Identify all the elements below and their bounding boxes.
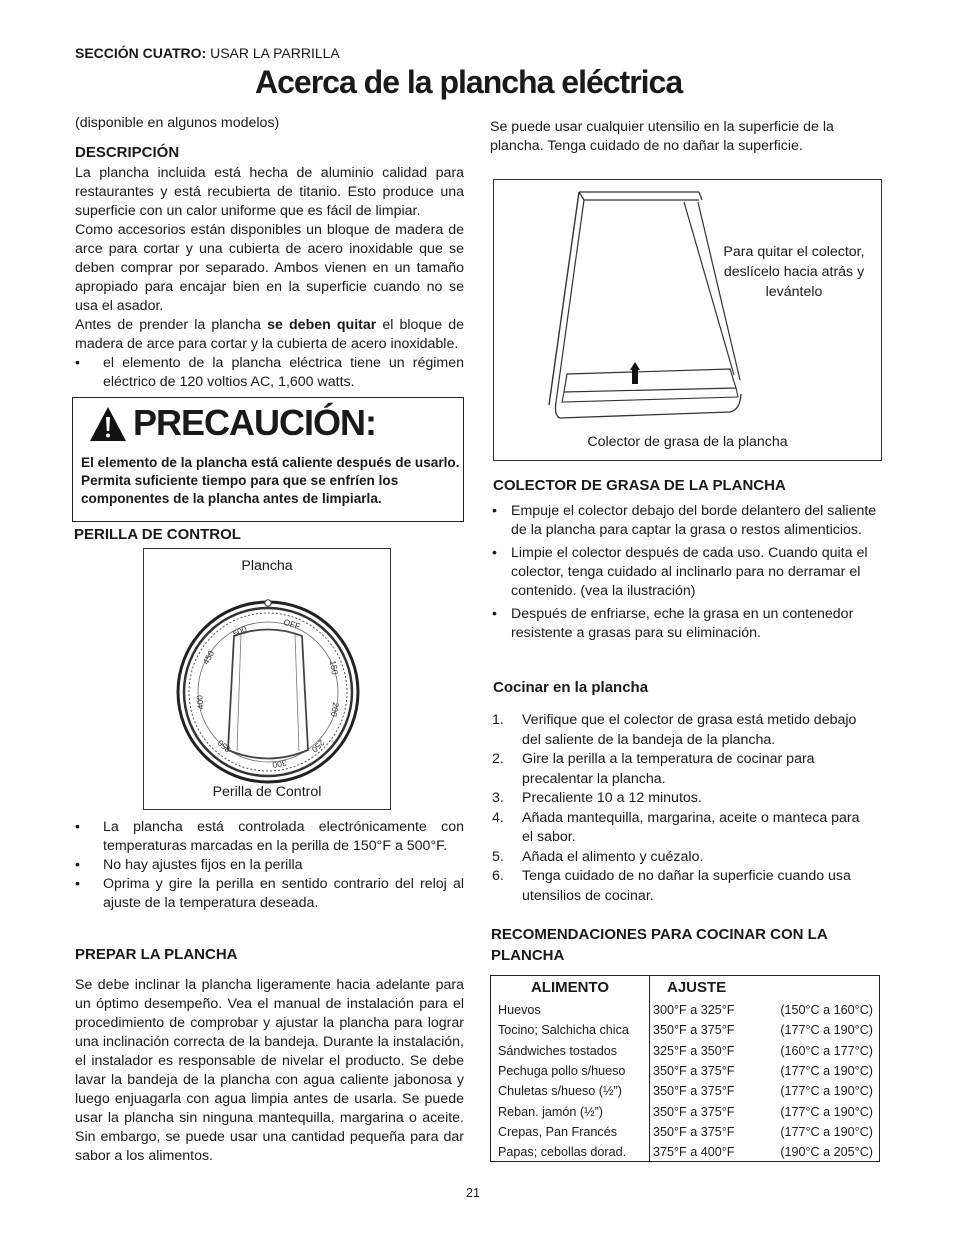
list-item: 6. Tenga cuidado de no dañar la superficie cuando usa utensilios de cocinar.	[492, 868, 851, 904]
descripcion-paragraph: La plancha incluida está hecha de aluminio calidad para restaurantes y está recubierta de titanio. Esto produce una superficie con un calor uniforme que es fácil de limpiar.	[75, 165, 464, 219]
table-row: Pechuga pollo s/hueso 350°F a 375°F (177°C a 190°C)	[498, 1064, 873, 1079]
knob-bottom-label: Perilla de Control	[212, 784, 322, 800]
recom-heading: RECOMENDACIONES PARA COCINAR CON LA PLANCHA	[491, 926, 828, 964]
knob-mark: 350	[215, 737, 233, 755]
table-row: Huevos 300°F a 325°F (150°C a 160°C)	[498, 1003, 873, 1018]
knob-top-label: Plancha	[241, 558, 293, 574]
page-number: 21	[466, 1186, 480, 1200]
table-header-alimento: ALIMENTO	[530, 979, 610, 996]
descripcion-paragraph: Antes de prender la plancha se deben quitar el bloque de madera de arce para cortar y la cubierta de acero inoxidable.	[75, 317, 464, 352]
control-knob-dial	[171, 594, 365, 788]
cocinar-heading: Cocinar en la plancha	[493, 679, 649, 696]
table-row: Tocino; Salchicha chica 350°F a 375°F (177°C a 190°C)	[498, 1023, 873, 1038]
knob-mark: 500	[231, 623, 249, 639]
perilla-bullets	[75, 818, 464, 913]
descripcion-text	[75, 164, 464, 392]
list-item: • el elemento de la plancha eléctrica tiene un régimen eléctrico de 120 voltios AC, 1,600 watts.	[75, 354, 464, 392]
caution-box	[72, 397, 464, 522]
caution-title: PRECAUCIÓN:	[133, 402, 377, 443]
cocinar-steps	[492, 711, 872, 906]
illustration-caption: Colector de grasa de la plancha	[587, 434, 788, 450]
list-item: • La plancha está controlada electrónicamente con temperaturas marcadas en la perilla de 150°F a 500°F.	[75, 818, 464, 856]
list-item: 1. Verifique que el colector de grasa está metido debajo del saliente de la bandeja de la plancha.	[492, 712, 857, 748]
preparar-heading: PREPAR LA PLANCHA	[75, 946, 238, 963]
list-item: • Empuje el colector debajo del borde delantero del saliente de la plancha para captar la grasa o restos alimenticios.	[490, 502, 882, 540]
grease-collector-illustration	[493, 179, 882, 461]
preparar-text: Se debe inclinar la plancha ligeramente hacia adelante para un óptimo desempeño. Vea el manual de instalación para el procedimiento de comprobar y ajustar la plancha para lograr una inclinación correcta de la bandeja. Durante la instalación, el instalador es responsable de nivelar el producto. Se debe lavar la bandeja de la plancha con agua caliente jabonosa y luego enjuagarla con agua limpia antes de usarla. Se puede usar la plancha sin ninguna mantequilla, margarina o aceite. Sin embargo, se puede usar una cantidad pequeña para dar sabor a los alimentos.	[75, 977, 464, 1164]
list-item: 2. Gire la perilla a la temperatura de cocinar para precalentar la plancha.	[492, 751, 815, 787]
list-item: 3. Precaliente 10 a 12 minutos.	[492, 790, 702, 806]
knob-mark: 450	[200, 648, 217, 667]
knob-mark: 250	[309, 737, 327, 755]
griddle-drawing	[494, 180, 881, 460]
knob-mark: 400	[194, 694, 206, 710]
illustration-note: Para quitar el colector, deslícelo hacia atrás y levántelo	[723, 244, 865, 300]
warning-icon	[89, 406, 127, 442]
availability-note: (disponible en algunos modelos)	[75, 115, 280, 131]
list-item: 4. Añada mantequilla, margarina, aceite o manteca para el sabor.	[492, 809, 860, 845]
recommendations-table	[490, 975, 880, 1162]
page-title: Acerca de la plancha eléctrica	[255, 64, 683, 100]
knob-mark: 150	[327, 659, 341, 676]
table-row: Sándwiches tostados 325°F a 350°F (160°C a 177°C)	[498, 1043, 873, 1058]
knob-illustration	[143, 548, 391, 810]
table-row: Crepas, Pan Francés 350°F a 375°F (177°C a 190°C)	[498, 1124, 873, 1139]
table-row: Papas; cebollas dorad. 375°F a 400°F (190°C a 205°C)	[498, 1145, 873, 1160]
colector-heading: COLECTOR DE GRASA DE LA PLANCHA	[493, 477, 786, 494]
caution-text: El elemento de la plancha está caliente después de usarlo. Permita suficiente tiempo para que se enfríen los componentes de la plancha antes de limpiarla.	[81, 455, 460, 506]
table-body	[494, 1000, 877, 1162]
table-row: Reban. jamón (½”) 350°F a 375°F (177°C a 190°C)	[498, 1104, 873, 1119]
descripcion-paragraph: Como accesorios están disponibles un bloque de madera de arce para cortar y una cubierta de acero inoxidable que se deben comprar por separado. Ambos vienen en un tamaño apropiado para encajar bien en la superficie cuando no se usa el asador.	[75, 222, 464, 314]
perilla-heading: PERILLA DE CONTROL	[74, 526, 241, 543]
table-row: Chuletas s/hueso (½”) 350°F a 375°F (177°C a 190°C)	[498, 1084, 873, 1099]
list-item: • Después de enfriarse, eche la grasa en un contenedor resistente a grasas para su eliminación.	[490, 605, 882, 643]
list-item: • Oprima y gire la perilla en sentido contrario del reloj al ajuste de la temperatura deseada.	[75, 875, 464, 913]
colector-bullets	[490, 502, 882, 647]
list-item: • Limpie el colector después de cada uso. Cuando quita el colector, tenga cuidado al inclinarlo para no derramar el contenido. (vea la ilustración)	[490, 544, 882, 601]
knob-mark: OFF	[282, 616, 302, 632]
knob-mark: 300	[271, 757, 288, 771]
descripcion-heading: DESCRIPCIÓN	[75, 144, 180, 161]
list-item: 5. Añada el alimento y cuézalo.	[492, 848, 704, 865]
section-label: SECCIÓN CUATRO: USAR LA PARRILLA	[75, 45, 340, 61]
utensil-text: Se puede usar cualquier utensilio en la superficie de la plancha. Tenga cuidado de no dañar la superficie.	[490, 119, 834, 154]
table-header-ajuste: AJUSTE	[667, 979, 727, 996]
knob-mark: 200	[328, 701, 342, 718]
descripcion-bullets	[75, 354, 464, 392]
list-item: • No hay ajustes fijos en la perilla	[75, 856, 464, 875]
